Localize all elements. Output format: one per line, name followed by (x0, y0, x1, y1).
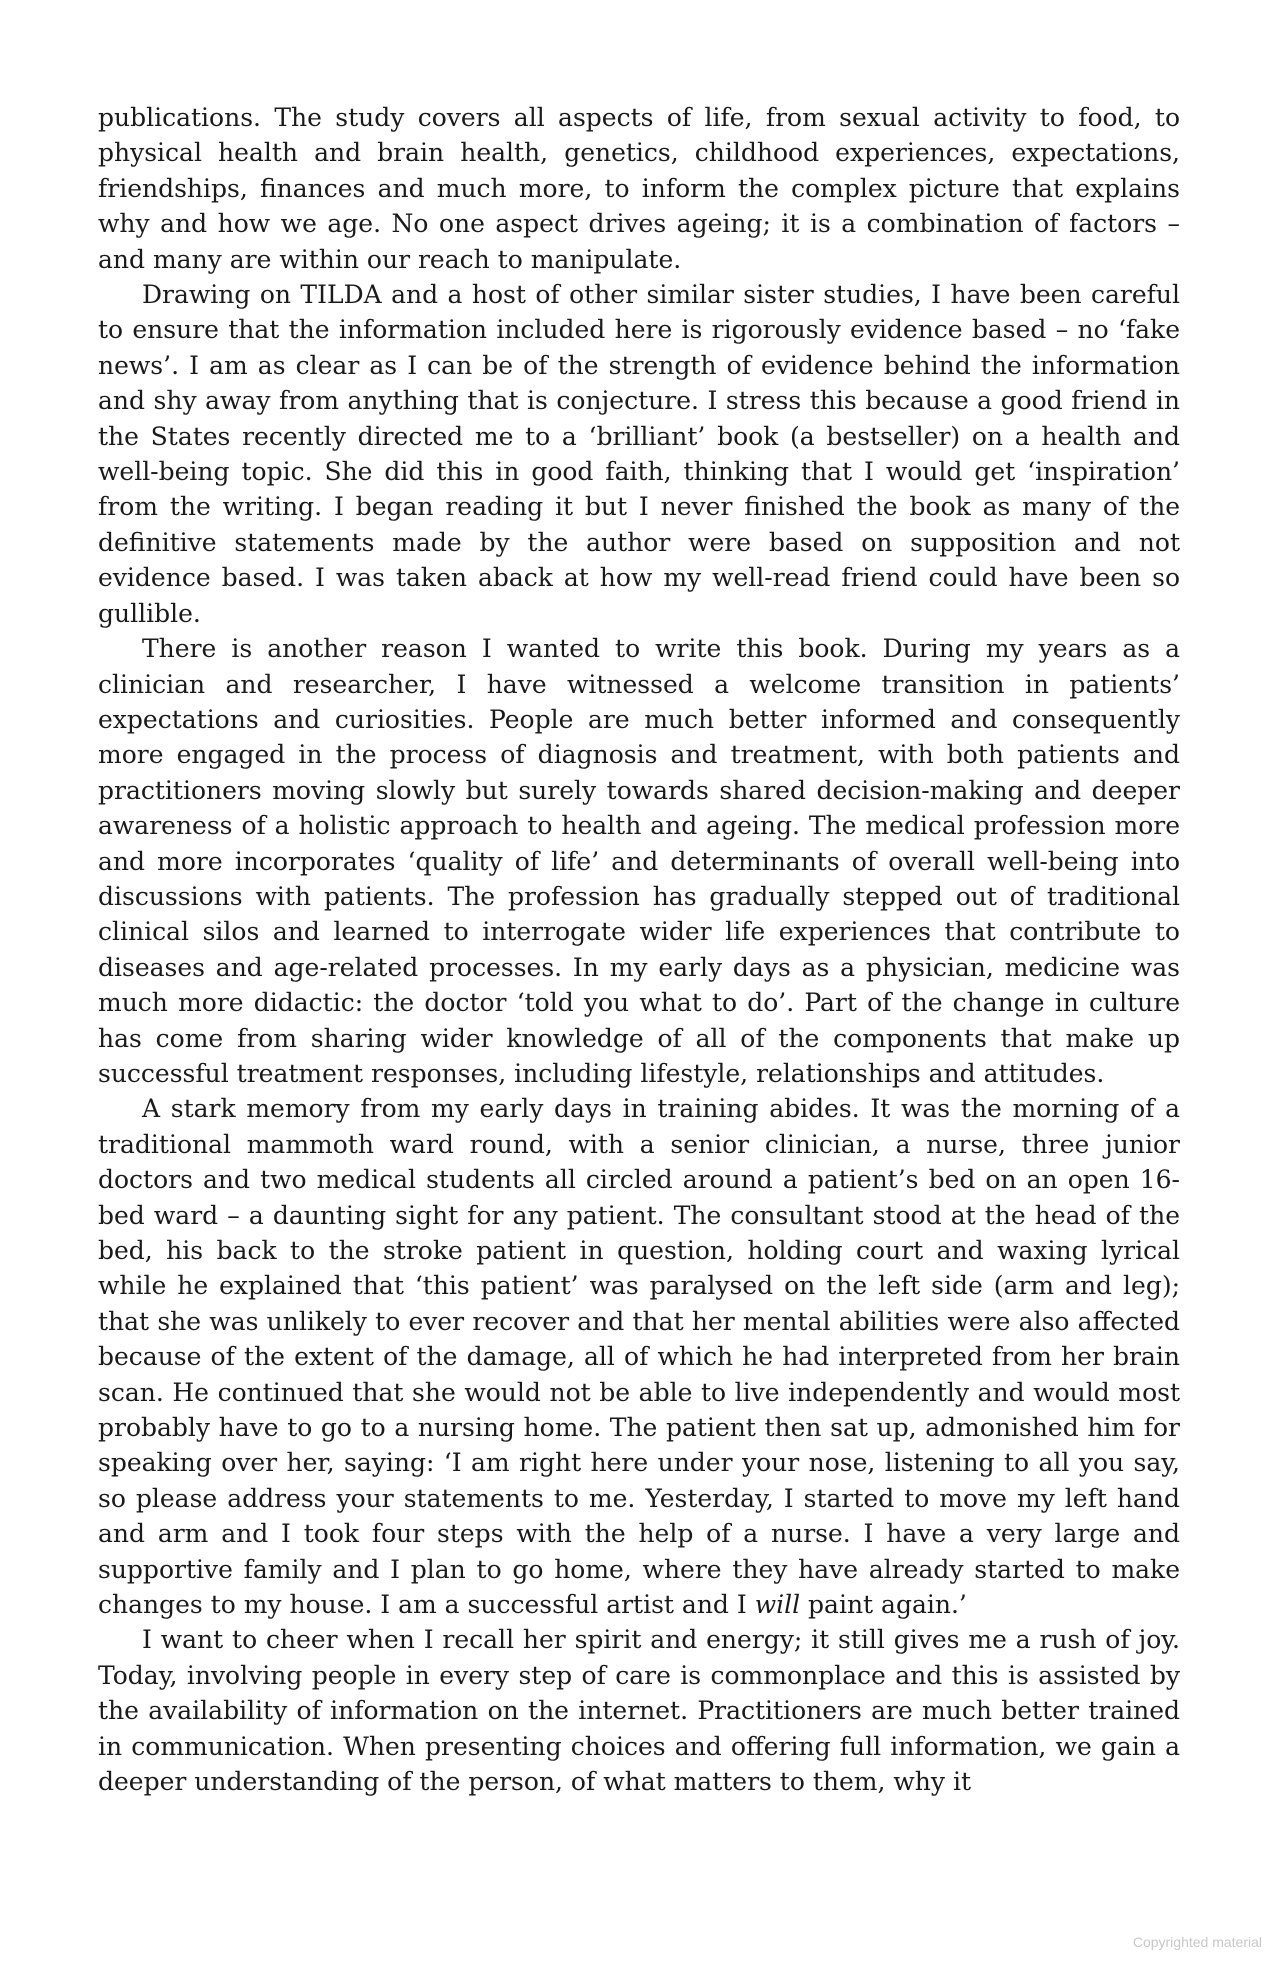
paragraph-2: Drawing on TILDA and a host of other similar sister studies, I have been careful to ensure that the information included here is rigorously evidence based – no ‘fake news’. I am as clear as I can be of the strength of evidence behind the information and shy away from anything that is conjecture. I stress this because a good friend in the States recently directed me to a ‘brilliant’ book (a bestseller) on a health and well-being topic. She did this in good faith, thinking that I would get ‘inspiration’ from the writing. I began reading it but I never finished the book as many of the definitive statements made by the author were based on supposition and not evidence based. I was taken aback at how my well-read friend could have been so gullible. (98, 280, 1180, 628)
emphasis-will: will (754, 1590, 801, 1620)
paragraph-5: I want to cheer when I recall her spirit and energy; it still gives me a rush of joy. Today, involving people in every step of care is commonplace and this is assisted by the availability of information on the internet. Practitioners are much better trained in communication. When presenting choices and offering full information, we gain a deeper understanding of the person, of what matters to them, why it (98, 1625, 1180, 1797)
paragraph-4-tail: paint again.’ (808, 1590, 967, 1620)
copyright-watermark: Copyrighted material (1132, 1934, 1262, 1950)
paragraph-1: publications. The study covers all aspects of life, from sexual activity to food, to physical health and brain health, genetics, childhood experiences, expectations, friendships, finances and much more, to inform the complex picture that explains why and how we age. No one aspect drives ageing; it is a combination of factors – and many are within our reach to manipulate. (98, 103, 1180, 274)
paragraph-4-text: A stark memory from my early days in training abides. It was the morning of a traditional mammoth ward round, with a senior clinician, a nurse, three junior doctors and two medical students all circled around a patient’s bed on an open 16-bed ward – a daunting sight for any patient. The consultant stood at the head of the bed, his back to the stroke patient in question, holding court and waxing lyrical while he explained that ‘this patient’ was paralysed on the left side (arm and leg); that she was unlikely to ever recover and that her mental abilities were also affected because of the extent of the damage, all of which he had interpreted from her brain scan. He continued that she would not be able to live independently and would most probably have to go to a nursing home. The patient then sat up, admonished him for speaking over her, saying: ‘I am right here under your nose, listening to all you say, so please address your statements to me. Yesterday, I started to move my left hand and arm and I took four steps with the help of a nurse. I have a very large and supportive family and I plan to go home, where they have already started to make changes to my house. I am a successful artist and I (98, 1094, 1180, 1620)
page-body (98, 100, 1180, 1800)
paragraph-4 (98, 1091, 1180, 1622)
paragraph-3: There is another reason I wanted to write this book. During my years as a clinician and researcher, I have witnessed a welcome transition in patients’ expectations and curiosities. People are much better informed and consequently more engaged in the process of diagnosis and treatment, with both patients and practitioners moving slowly but surely towards shared decision-making and deeper awareness of a holistic approach to health and ageing. The medical profession more and more incorporates ‘quality of life’ and determinants of overall well-being into discussions with patients. The profession has gradually stepped out of traditional clinical silos and learned to interrogate wider life experiences that contribute to diseases and age-related processes. In my early days as a physician, medicine was much more didactic: the doctor ‘told you what to do’. Part of the change in culture has come from sharing wider knowledge of all of the components that make up successful treatment responses, including lifestyle, relationships and attitudes. (98, 634, 1180, 1088)
